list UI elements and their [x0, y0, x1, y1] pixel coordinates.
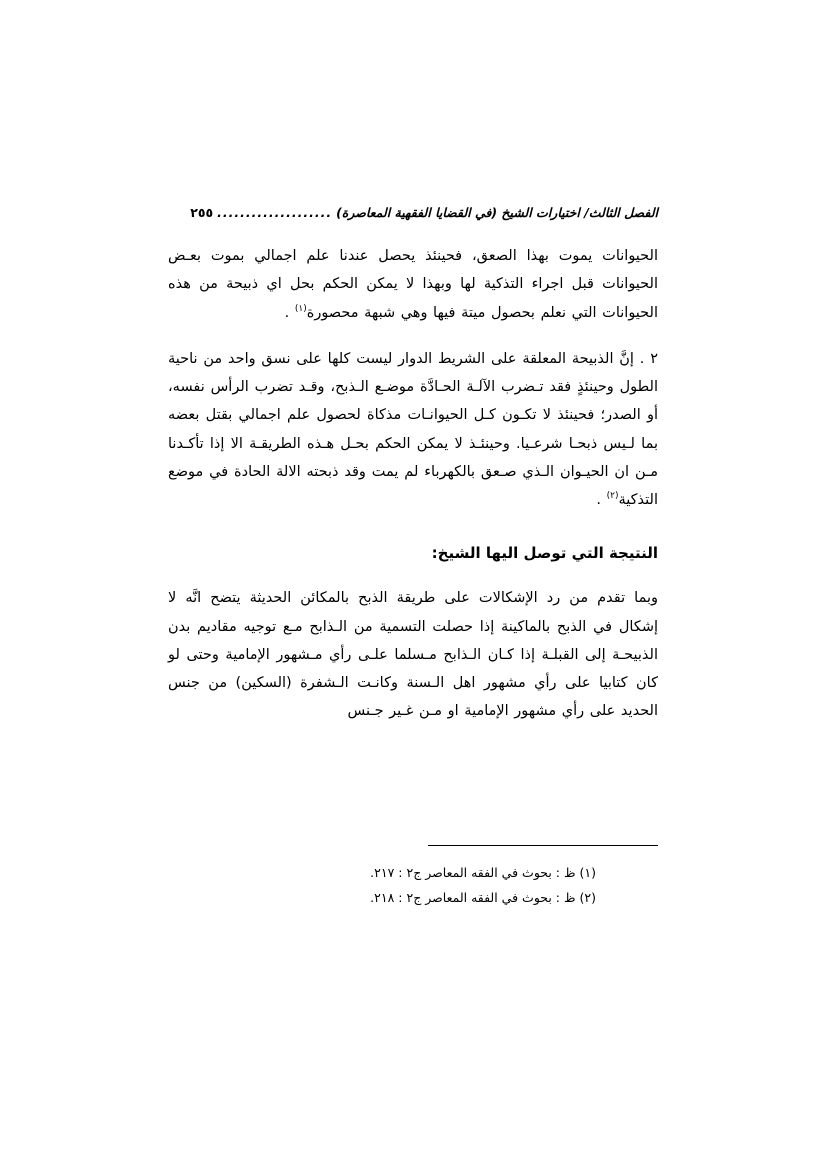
page-number: ٢٥٥: [190, 205, 214, 220]
running-header: [168, 205, 658, 220]
paragraph-2-text: ٢ . إنَّ الذبيحة المعلقة على الشريط الدوار ليست كلها على نسق واحد من ناحية الطول وحينئذٍ فقد تـضرب الآلـة الحـادَّة موضـع الـذبح، وقـد تضرب الرأس نفسه، أو الصدر؛ فحينئذ لا تكـون كـل الحيوانـات مذكاة لحصول علم اجمالي بقتل بعضه بما لـيس ذبحـا شرعـيا. وحينئـذ لا يمكن الحكم بحـل هـذه الطريقـة الا إذا تأكـدنا مـن ان الحيـوان الـذي صـعق بالكهرباء لم يمت وقد ذبحته الالة الحادة في موضع التذكية: [168, 350, 658, 509]
footnote-1: (١) ظ : بحوث في الفقه المعاصر ج٢ : ٢١٧.: [370, 865, 596, 880]
footnote-2: (٢) ظ : بحوث في الفقه المعاصر ج٢ : ٢١٨.: [370, 890, 596, 905]
section-paragraph: وبما تقدم من رد الإشكالات على طريقة الذبح بالمكائن الحديثة يتضح انَّه لا إشكال في الذبح بالماكينة إذا حصلت التسمية من الـذابح مـع توجيه مقاديم بدن الذبيحـة إلى القبلـة إذا كـان الـذابح مـسلما علـى رأي مـشهور الإمامية وحتى لو كان كتابيا على رأي مشهور اهل الـسنة وكانـت الـشفرة (السكين) من جنس الحديد على رأي مشهور الإمامية او مـن غـير جـنس: [168, 590, 658, 720]
section-heading: النتيجة التي توصل اليها الشيخ:: [431, 544, 658, 563]
paragraph-1: [168, 242, 658, 327]
footnote-marker-1: (١): [294, 303, 307, 314]
footnote-divider: [428, 845, 658, 846]
paragraph-1-period: .: [284, 304, 295, 321]
paragraph-1-text: الحيوانات يموت بهذا الصعق، فحينئذ يحصل عندنا علم اجمالي بموت بعـض الحيوانات قبل اجراء التذكية لها وبهذا لا يمكن الحكم بحل اي ذبيحة من هذه الحيوانات التي نعلم بحصول ميتة فيها وهي شبهة محصورة: [168, 248, 658, 321]
paragraph-2: [168, 345, 658, 515]
running-header-dots: ....................: [217, 205, 333, 220]
footnote-area: [168, 845, 658, 910]
running-header-title: الفصل الثالث/ اختيارات الشيخ (في القضايا الفقهية المعاصرة): [336, 205, 658, 220]
footnote-marker-2: (٢): [606, 491, 619, 502]
page-content: [168, 205, 658, 740]
paragraph-2-period: .: [596, 492, 607, 509]
